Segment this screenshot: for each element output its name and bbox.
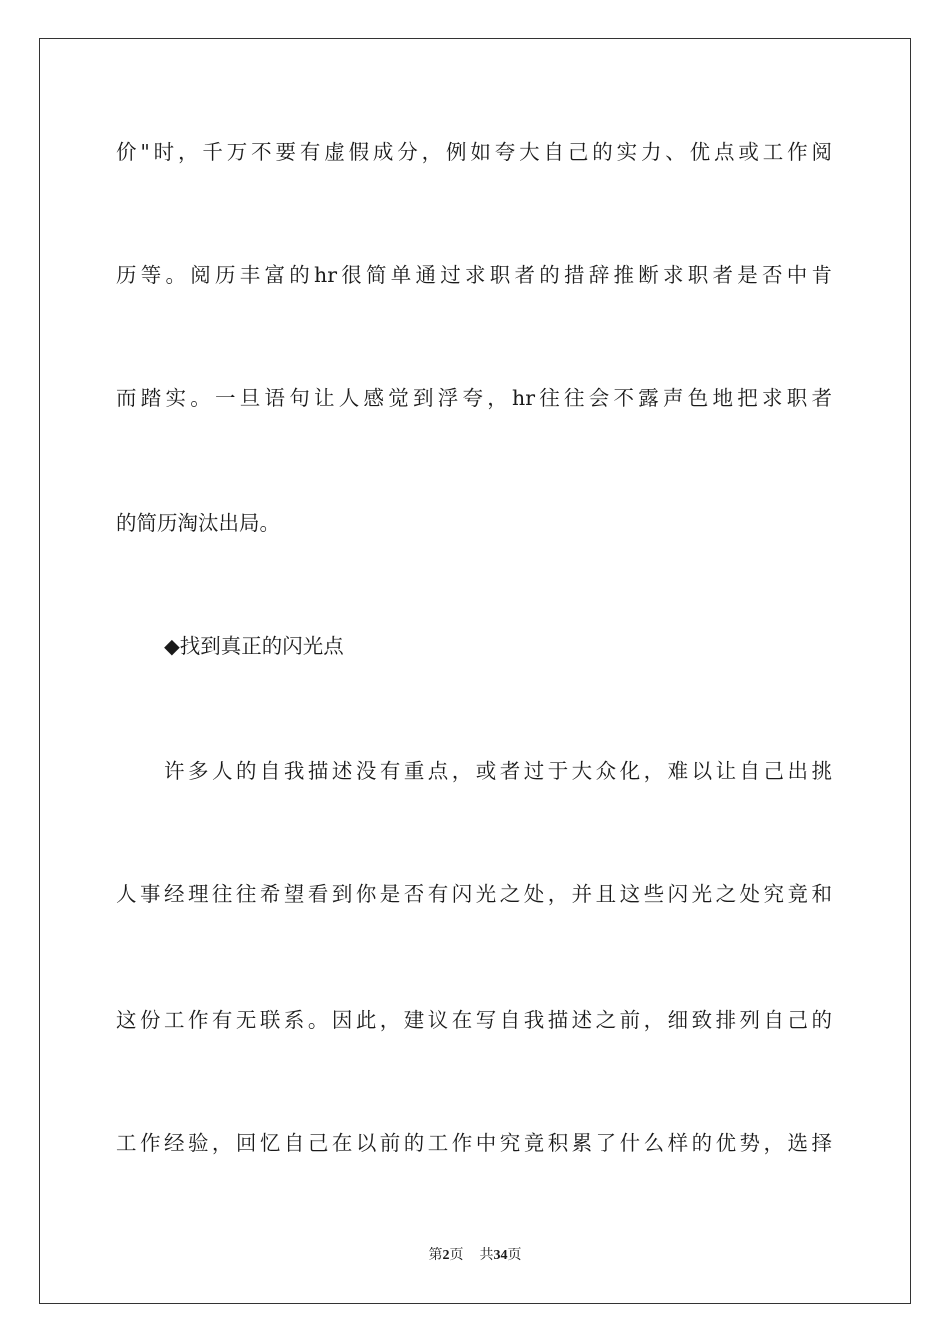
body-text-line-8: 工作经验，回忆自己在以前的工作中究竟积累了什么样的优势，选择 xyxy=(116,1131,832,1155)
footer-page-suffix: 页 xyxy=(449,1248,464,1263)
page-footer xyxy=(0,1247,950,1265)
footer-page-number: 2 xyxy=(442,1248,450,1263)
body-text-line-2: 历等。阅历丰富的hr很简单通过求职者的措辞推断求职者是否中肯 xyxy=(116,263,832,287)
footer-total-suffix: 页 xyxy=(507,1248,522,1263)
section-heading: ◆找到真正的闪光点 xyxy=(164,634,344,658)
footer-page-prefix: 第 xyxy=(428,1248,443,1263)
body-text-line-5: 许多人的自我描述没有重点，或者过于大众化，难以让自己出挑 xyxy=(164,759,832,783)
footer-total-pages: 34 xyxy=(493,1248,508,1263)
footer-total-prefix: 共 xyxy=(479,1248,494,1263)
body-text-line-3: 而踏实。一旦语句让人感觉到浮夸，hr往往会不露声色地把求职者 xyxy=(116,386,832,410)
body-text-line-4: 的简历淘汰出局。 xyxy=(116,511,280,535)
body-text-line-6: 人事经理往往希望看到你是否有闪光之处，并且这些闪光之处究竟和 xyxy=(116,882,832,906)
body-text-line-7: 这份工作有无联系。因此，建议在写自我描述之前，细致排列自己的 xyxy=(116,1008,832,1032)
page-border xyxy=(39,38,911,1304)
body-text-line-1: 价"时，千万不要有虚假成分，例如夸大自己的实力、优点或工作阅 xyxy=(116,140,832,164)
